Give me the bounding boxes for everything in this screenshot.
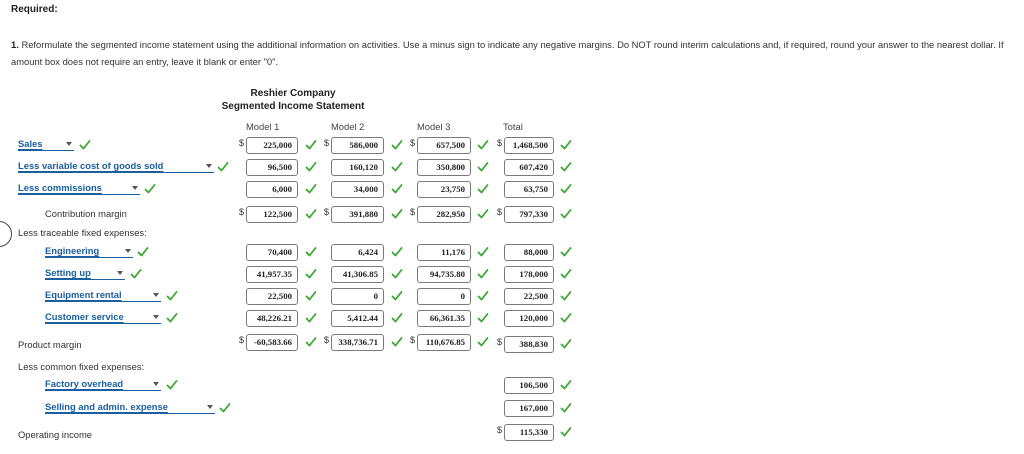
checkmark-icon bbox=[166, 312, 178, 324]
dollar-sign: $ bbox=[239, 138, 245, 148]
instructions-number: 1. bbox=[11, 39, 19, 50]
equipment-rental-model-2-input[interactable]: 0 bbox=[331, 288, 384, 305]
customer-service-dropdown[interactable] bbox=[45, 310, 161, 324]
checkmark-icon bbox=[477, 312, 489, 324]
selling-admin-total-input[interactable]: 167,000 bbox=[504, 400, 554, 417]
setting-up-model-2-input[interactable]: 41,306.85 bbox=[331, 266, 384, 283]
checkmark-icon bbox=[305, 312, 317, 324]
engineering-model-1-input[interactable]: 70,400 bbox=[246, 244, 298, 261]
checkmark-icon bbox=[477, 208, 489, 220]
caret-down-icon bbox=[153, 293, 159, 297]
factory-overhead-total-input[interactable]: 106,500 bbox=[504, 377, 554, 394]
checkmark-icon bbox=[391, 290, 403, 302]
product-margin-label: Product margin bbox=[18, 339, 82, 350]
dollar-sign: $ bbox=[497, 425, 503, 435]
factory-overhead-label: Factory overhead bbox=[45, 378, 124, 389]
dollar-sign: $ bbox=[410, 207, 416, 217]
instructions bbox=[11, 36, 1016, 70]
checkmark-icon bbox=[477, 290, 489, 302]
checkmark-icon bbox=[305, 268, 317, 280]
checkmark-icon bbox=[391, 161, 403, 173]
variable-cogs-total-input[interactable]: 607,420 bbox=[504, 159, 554, 176]
operating-income-total-input[interactable]: 115,330 bbox=[504, 424, 554, 441]
checkmark-icon bbox=[305, 208, 317, 220]
caret-down-icon bbox=[66, 142, 72, 146]
checkmark-icon bbox=[137, 246, 149, 258]
checkmark-icon bbox=[305, 290, 317, 302]
checkmark-icon bbox=[391, 246, 403, 258]
column-header-total: Total bbox=[503, 121, 523, 132]
checkmark-icon bbox=[144, 183, 156, 195]
dollar-sign: $ bbox=[324, 138, 330, 148]
equipment-rental-total-input[interactable]: 22,500 bbox=[504, 288, 554, 305]
caret-down-icon bbox=[117, 271, 123, 275]
engineering-label: Engineering bbox=[45, 245, 100, 256]
checkmark-icon bbox=[305, 246, 317, 258]
variable-cogs-model-3-input[interactable]: 350,800 bbox=[417, 159, 471, 176]
product-margin-model-2-input[interactable]: 338,736.71 bbox=[331, 334, 384, 351]
commissions-label: Less commissions bbox=[18, 182, 102, 193]
setting-up-model-3-input[interactable]: 94,735.80 bbox=[417, 266, 471, 283]
instructions-text: Reformulate the segmented income statement using the additional information on activities. Use a minus sign to indicate any negative margins. Do NOT round interim calculations and, if required, round your answer to the nearest dollar. If amount box does not require an entry, leave it blank or enter "0". bbox=[11, 39, 1004, 67]
checkmark-icon bbox=[560, 268, 572, 280]
checkmark-icon bbox=[166, 290, 178, 302]
checkmark-icon bbox=[477, 336, 489, 348]
variable-cogs-model-2-input[interactable]: 160,120 bbox=[331, 159, 384, 176]
statement-title: Segmented Income Statement bbox=[221, 101, 365, 112]
dollar-sign: $ bbox=[410, 138, 416, 148]
customer-service-model-3-input[interactable]: 66,361.35 bbox=[417, 310, 471, 327]
checkmark-icon bbox=[477, 246, 489, 258]
caret-down-icon bbox=[206, 164, 212, 168]
sales-total-input[interactable]: 1,468,500 bbox=[504, 137, 554, 154]
caret-down-icon bbox=[132, 186, 138, 190]
product-margin-model-1-input[interactable]: -60,583.66 bbox=[246, 334, 298, 351]
contribution-margin-model-2-input[interactable]: 391,880 bbox=[331, 206, 384, 223]
checkmark-icon bbox=[560, 426, 572, 438]
customer-service-model-2-input[interactable]: 5,412.44 bbox=[331, 310, 384, 327]
checkmark-icon bbox=[477, 268, 489, 280]
checkmark-icon bbox=[477, 183, 489, 195]
checkmark-icon bbox=[560, 312, 572, 324]
dollar-sign: $ bbox=[239, 335, 245, 345]
setting-up-total-input[interactable]: 178,000 bbox=[504, 266, 554, 283]
checkmark-icon bbox=[305, 161, 317, 173]
variable-cogs-label: Less variable cost of goods sold bbox=[18, 160, 164, 171]
engineering-model-2-input[interactable]: 6,424 bbox=[331, 244, 384, 261]
sales-label: Sales bbox=[18, 138, 43, 149]
dollar-sign: $ bbox=[497, 207, 503, 217]
dollar-sign: $ bbox=[410, 335, 416, 345]
traceable-fixed-header: Less traceable fixed expenses: bbox=[18, 227, 147, 238]
contribution-margin-total-input[interactable]: 797,330 bbox=[504, 206, 554, 223]
checkmark-icon bbox=[560, 379, 572, 391]
dollar-sign: $ bbox=[239, 207, 245, 217]
engineering-model-3-input[interactable]: 11,176 bbox=[417, 244, 471, 261]
equipment-rental-dropdown[interactable] bbox=[45, 288, 161, 302]
checkmark-icon bbox=[217, 161, 229, 173]
common-fixed-header: Less common fixed expenses: bbox=[18, 361, 145, 372]
equipment-rental-label: Equipment rental bbox=[45, 289, 122, 300]
contribution-margin-model-3-input[interactable]: 282,950 bbox=[417, 206, 471, 223]
commissions-model-1-input[interactable]: 6,000 bbox=[246, 181, 298, 198]
checkmark-icon bbox=[130, 268, 142, 280]
operating-income-label: Operating income bbox=[18, 429, 92, 440]
contribution-margin-label: Contribution margin bbox=[45, 208, 127, 219]
engineering-dropdown[interactable] bbox=[45, 244, 133, 258]
customer-service-label: Customer service bbox=[45, 311, 124, 322]
checkmark-icon bbox=[305, 336, 317, 348]
selling-admin-label: Selling and admin. expense bbox=[45, 401, 168, 412]
checkmark-icon bbox=[305, 183, 317, 195]
variable-cogs-model-1-input[interactable]: 96,500 bbox=[246, 159, 298, 176]
checkmark-icon bbox=[477, 139, 489, 151]
checkmark-icon bbox=[391, 312, 403, 324]
checkmark-icon bbox=[79, 139, 91, 151]
commissions-dropdown[interactable] bbox=[18, 181, 140, 195]
checkmark-icon bbox=[560, 183, 572, 195]
checkmark-icon bbox=[391, 208, 403, 220]
checkmark-icon bbox=[477, 161, 489, 173]
checkmark-icon bbox=[391, 268, 403, 280]
checkmark-icon bbox=[305, 139, 317, 151]
company-name: Reshier Company bbox=[250, 88, 336, 99]
dollar-sign: $ bbox=[324, 207, 330, 217]
sales-model-1-input[interactable]: 225,000 bbox=[246, 137, 298, 154]
customer-service-total-input[interactable]: 120,000 bbox=[504, 310, 554, 327]
dollar-sign: $ bbox=[497, 138, 503, 148]
column-header-model-1: Model 1 bbox=[246, 121, 280, 132]
setting-up-label: Setting up bbox=[45, 267, 91, 278]
contribution-margin-model-1-input[interactable]: 122,500 bbox=[246, 206, 298, 223]
checkmark-icon bbox=[560, 161, 572, 173]
variable-cogs-dropdown[interactable] bbox=[18, 159, 214, 173]
checkmark-icon bbox=[560, 139, 572, 151]
sales-dropdown[interactable] bbox=[18, 137, 74, 151]
sales-model-2-input[interactable]: 586,000 bbox=[331, 137, 384, 154]
selling-admin-dropdown[interactable] bbox=[45, 400, 215, 414]
product-margin-model-3-input[interactable]: 110,676.85 bbox=[417, 334, 471, 351]
commissions-model-2-input[interactable]: 34,000 bbox=[331, 181, 384, 198]
checkmark-icon bbox=[166, 379, 178, 391]
commissions-total-input[interactable]: 63,750 bbox=[504, 181, 554, 198]
required-heading: Required: bbox=[11, 4, 58, 15]
checkmark-icon bbox=[560, 338, 572, 350]
checkmark-icon bbox=[560, 402, 572, 414]
checkmark-icon bbox=[391, 139, 403, 151]
checkmark-icon bbox=[560, 290, 572, 302]
customer-service-model-1-input[interactable]: 48,226.21 bbox=[246, 310, 298, 327]
checkmark-icon bbox=[219, 402, 231, 414]
checkmark-icon bbox=[560, 246, 572, 258]
caret-down-icon bbox=[207, 405, 213, 409]
commissions-model-3-input[interactable]: 23,750 bbox=[417, 181, 471, 198]
factory-overhead-dropdown[interactable] bbox=[45, 377, 161, 391]
equipment-rental-model-1-input[interactable]: 22,500 bbox=[246, 288, 298, 305]
setting-up-dropdown[interactable] bbox=[45, 266, 125, 280]
dollar-sign: $ bbox=[324, 335, 330, 345]
column-header-model-2: Model 2 bbox=[331, 121, 365, 132]
dollar-sign: $ bbox=[497, 337, 503, 347]
checkmark-icon bbox=[391, 183, 403, 195]
checkmark-icon bbox=[560, 208, 572, 220]
caret-down-icon bbox=[153, 315, 159, 319]
setting-up-model-1-input[interactable]: 41,957.35 bbox=[246, 266, 298, 283]
equipment-rental-model-3-input[interactable]: 0 bbox=[417, 288, 471, 305]
caret-down-icon bbox=[153, 382, 159, 386]
column-header-model-3: Model 3 bbox=[417, 121, 451, 132]
product-margin-total-input[interactable]: 388,830 bbox=[504, 336, 554, 353]
engineering-total-input[interactable]: 88,000 bbox=[504, 244, 554, 261]
sales-model-3-input[interactable]: 657,500 bbox=[417, 137, 471, 154]
side-marker bbox=[0, 221, 12, 247]
caret-down-icon bbox=[125, 249, 131, 253]
checkmark-icon bbox=[391, 336, 403, 348]
